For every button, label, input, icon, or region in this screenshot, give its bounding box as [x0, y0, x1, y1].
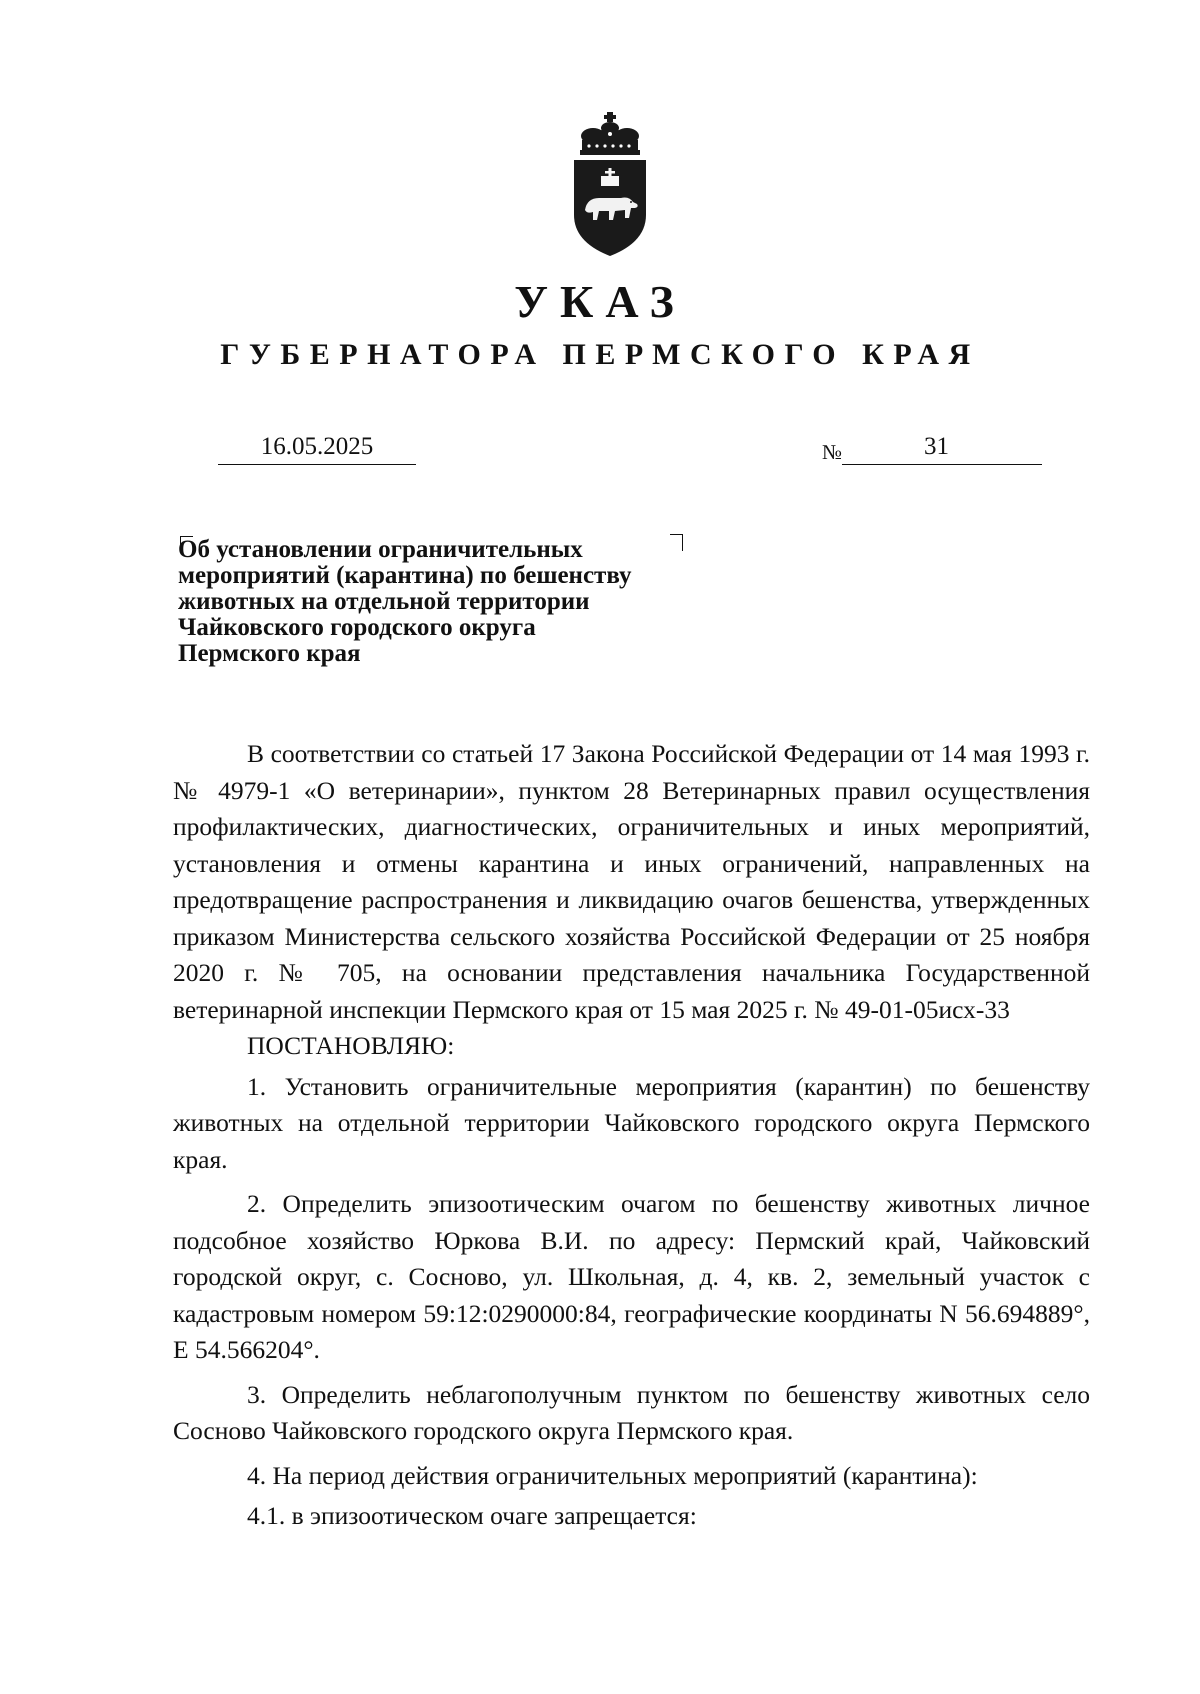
document-subtitle: ГУБЕРНАТОРА ПЕРМСКОГО КРАЯ: [220, 338, 980, 371]
clause-paragraph: 4. На период действия ограничительных мероприятий (карантина):: [247, 1460, 978, 1490]
clause-paragraph: 4.1. в эпизоотическом очаге запрещается:: [247, 1501, 697, 1530]
clause-paragraph: 2. Определить эпизоотическим очагом по бешенству животных личное подсобное хозяйство Юркова В.И. по адресу: Пермский край, Чайковский городской округ, с. Сосново, ул. Школьная, д. 4, кв. 2, земельный участок с кадастровым номером 59:12:0290000:84, географические координаты N 56.694889°, E 54.566204°.: [173, 1189, 1090, 1364]
subject-line: животных на отдельной территории: [178, 588, 590, 615]
document-number-field: [842, 430, 1042, 465]
clause-paragraph: 1. Установить ограничительные мероприятия (карантин) по бешенству животных на отдельной территории Чайковского городского округа Пермского края.: [173, 1071, 1090, 1174]
document-number: 31: [924, 433, 949, 460]
document-title: УКАЗ: [514, 276, 686, 327]
document-body: [173, 736, 1090, 1535]
subject-line: Об установлении ограничительных: [178, 536, 583, 563]
perm-krai-coat-of-arms-icon: [565, 110, 655, 260]
subject-line: мероприятий (карантина) по бешенству: [178, 562, 632, 589]
clause-paragraph: 3. Определить неблагополучным пунктом по бешенству животных село Сосново Чайковского городского округа Пермского края.: [173, 1379, 1090, 1445]
document-date: 16.05.2025: [218, 430, 416, 465]
number-label: №: [822, 440, 843, 464]
subject-line: Чайковского городского округа: [178, 614, 536, 641]
resolve-heading: ПОСТАНОВЛЯЮ:: [247, 1031, 455, 1060]
preamble-paragraph: В соответствии со статьей 17 Закона Российской Федерации от 14 мая 1993 г. № 4979-1 «О ветеринарии», пунктом 28 Ветеринарных правил осуществления профилактических, диагностических, ограничительных и иных мероприятий, установления и отмены карантина и иных ограничений, направленных на предотвращение распространения и ликвидацию очагов бешенства, утвержденных приказом Министерства сельского хозяйства Российской Федерации от 25 ноября 2020 г. № 705, на основании представления начальника Государственной ветеринарной инспекции Пермского края от 15 мая 2025 г. № 49-01-05исх-33: [173, 739, 1090, 1024]
subject-line: Пермского края: [178, 640, 361, 667]
document-subject: [178, 537, 718, 667]
